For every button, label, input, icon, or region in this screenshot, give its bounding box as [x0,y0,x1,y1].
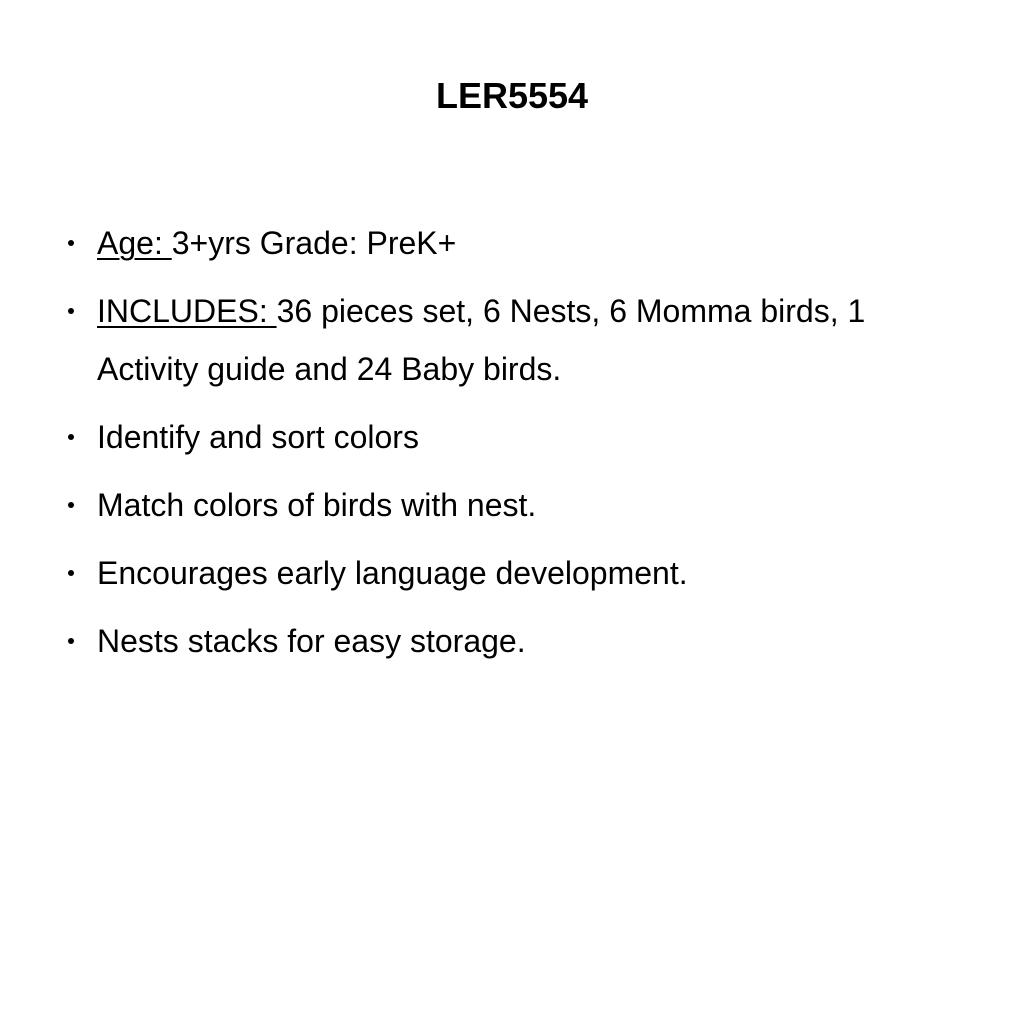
age-text: 3+yrs Grade: PreK+ [171,225,457,261]
bullet-icon [68,570,74,576]
bullet-storage [62,612,962,670]
storage-text: Nests stacks for easy storage. [97,623,526,659]
bullet-icon [68,308,74,314]
bullet-icon [68,434,74,440]
includes-text: 36 pieces set, 6 Nests, 6 Momma birds, 1 Activity guide and 24 Baby birds. [97,293,866,387]
bullet-includes [62,282,962,398]
bullet-age [62,214,962,272]
age-label: Age: [97,225,172,261]
bullet-identify [62,408,962,466]
bullet-match [62,476,962,534]
includes-label: INCLUDES: [97,293,277,329]
bullet-language [62,544,962,602]
bullet-icon [68,502,74,508]
language-text: Encourages early language development. [97,555,688,591]
document-title: LER5554 [435,75,589,116]
bullet-icon [68,638,74,644]
bullet-icon [68,240,74,246]
feature-list [62,214,962,680]
identify-text: Identify and sort colors [97,419,419,455]
match-text: Match colors of birds with nest. [97,487,537,523]
